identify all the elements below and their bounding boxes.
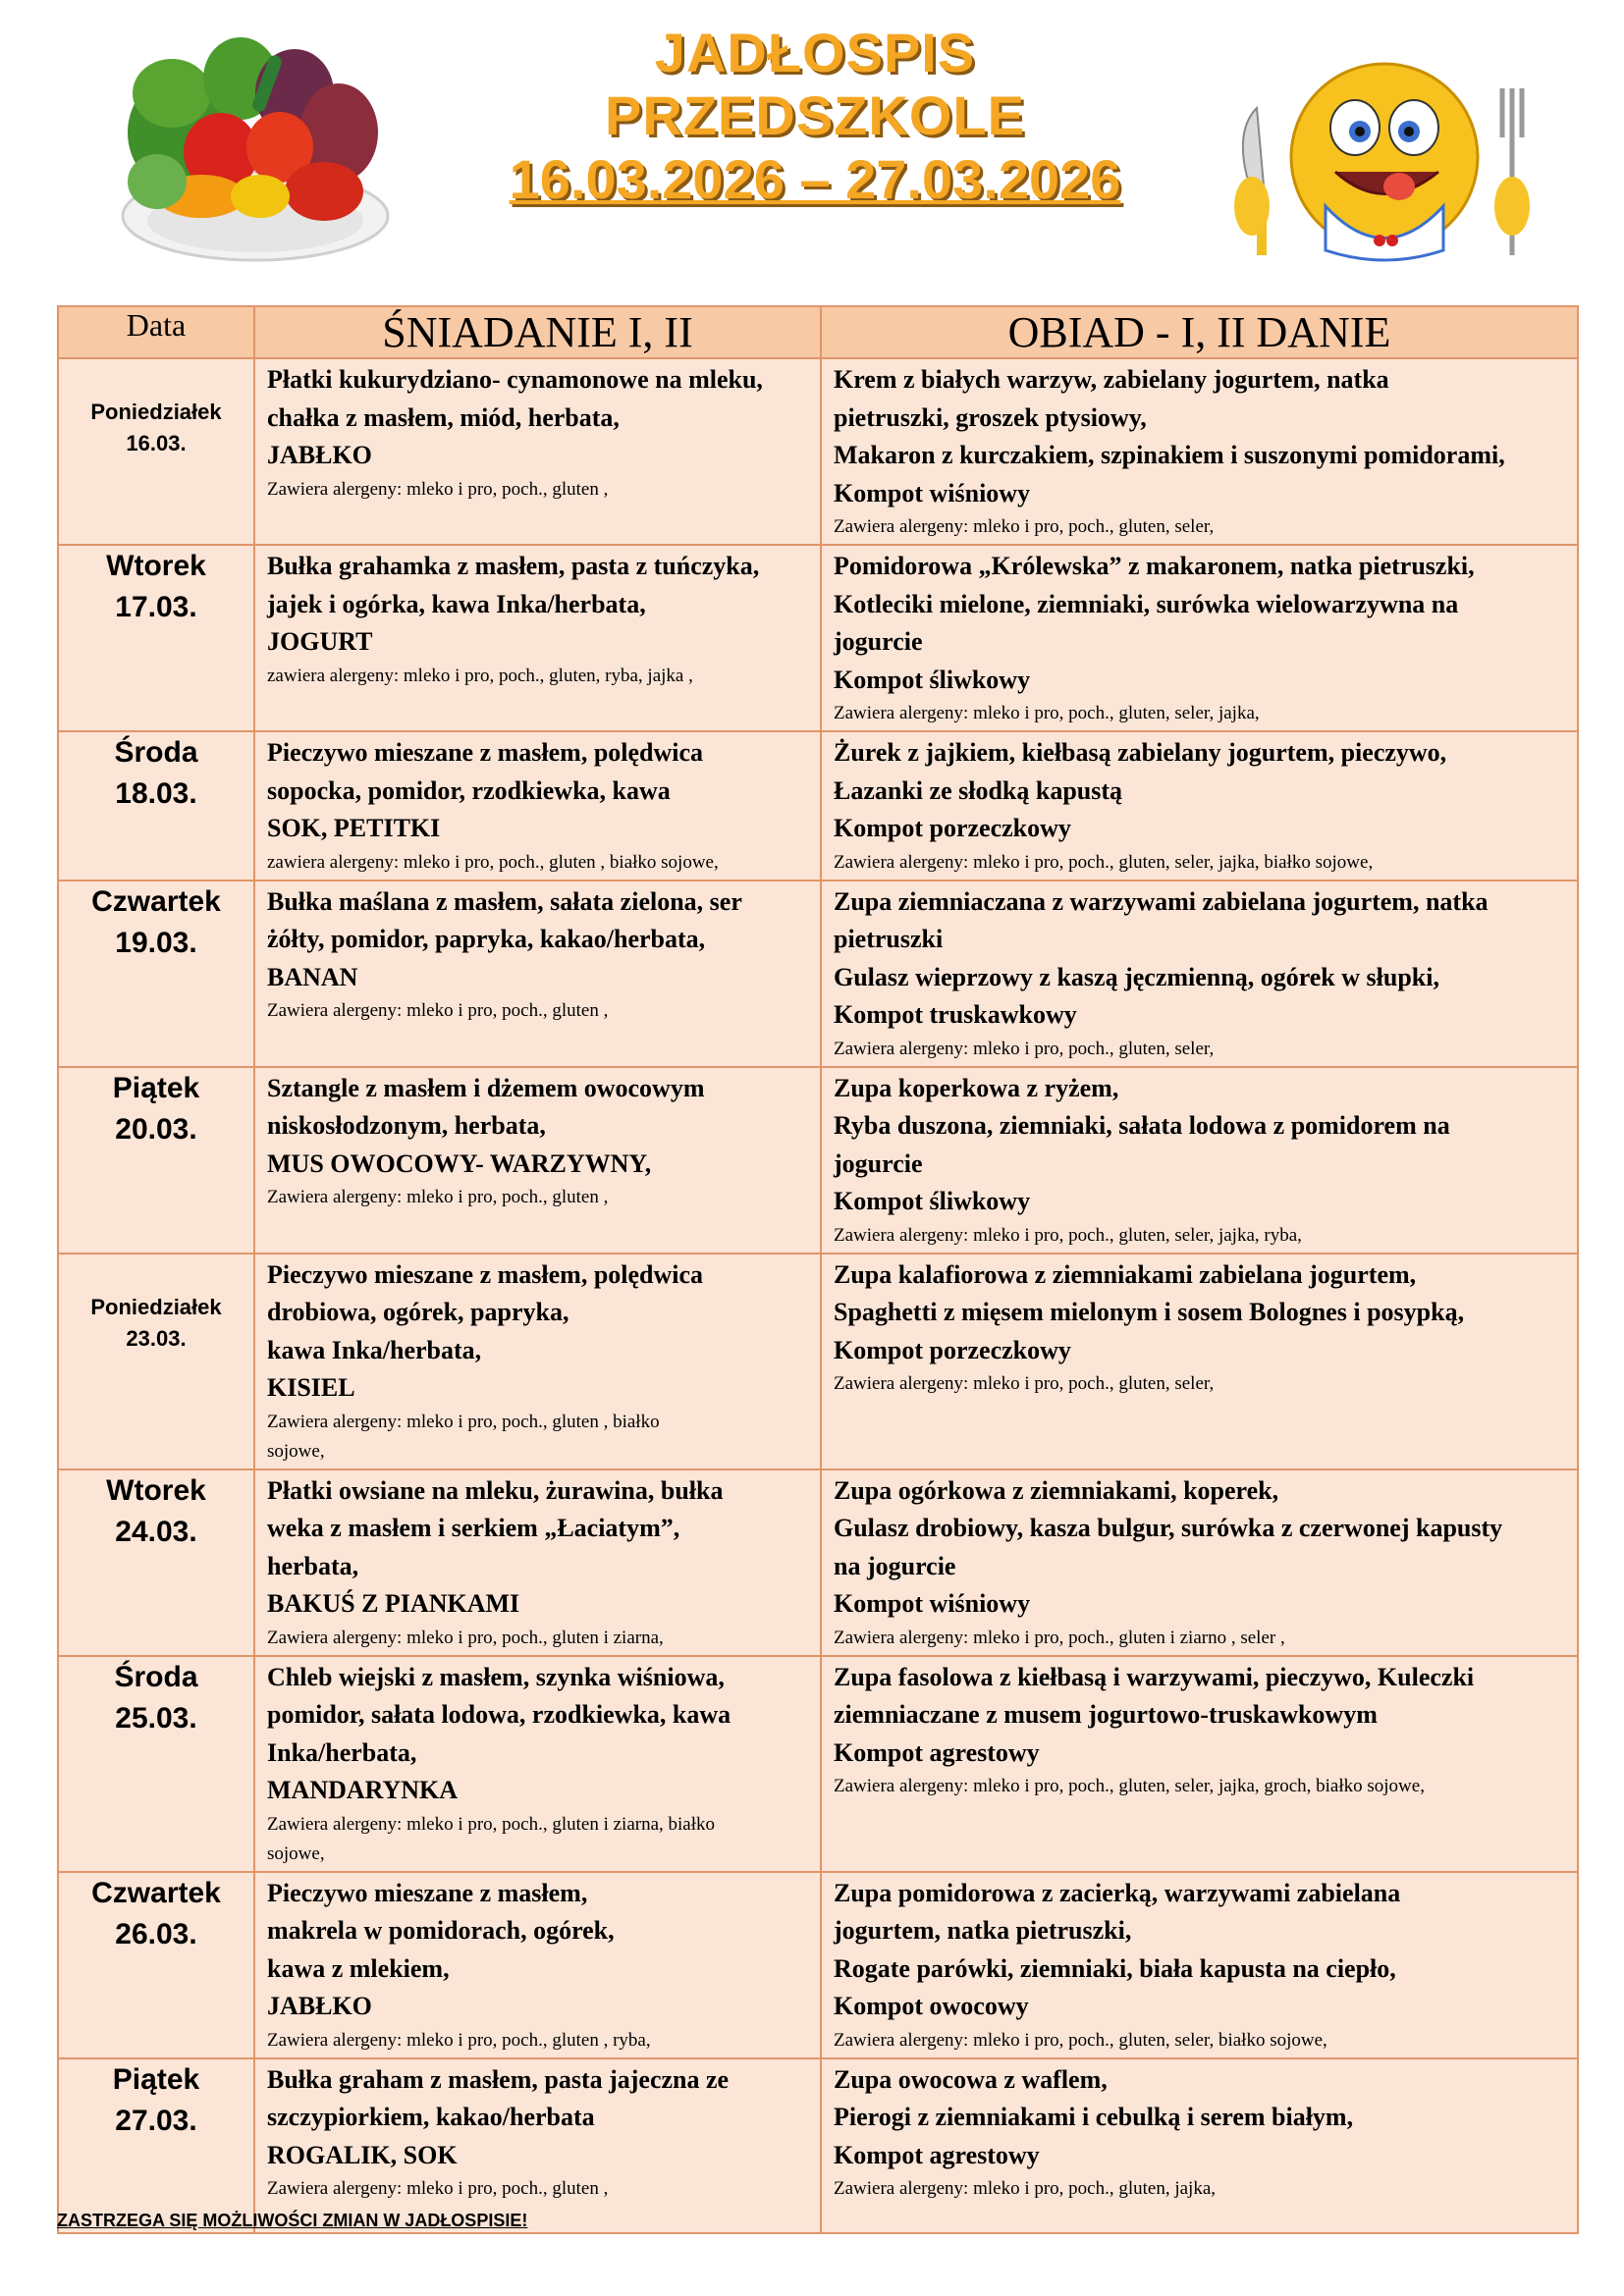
day-date: 23.03. — [126, 1325, 187, 1351]
dinner-cell — [821, 1067, 1578, 1254]
date-range: 16.03.2026 – 27.03.2026 — [509, 147, 1121, 210]
menu-item-line: Inka/herbata, — [267, 1737, 417, 1767]
menu-item-line: Kompot wiśniowy — [834, 478, 1031, 507]
menu-item-line: Pieczywo mieszane z masłem, polędwica — [267, 1259, 704, 1289]
menu-item-line: Kompot agrestowy — [834, 1737, 1040, 1767]
breakfast-cell — [254, 1469, 821, 1656]
allergens-note: sojowe, — [267, 1842, 325, 1864]
menu-item-line: Kompot porzeczkowy — [834, 814, 1071, 842]
day-date: 17.03. — [115, 591, 197, 623]
allergens-note: Zawiera alergeny: mleko i pro, poch., gluten, jajka, — [834, 2178, 1217, 2199]
day-name: Piątek — [112, 1071, 200, 1104]
allergens-note: Zawiera alergeny: mleko i pro, poch., gluten , — [267, 478, 609, 500]
day-date: 16.03. — [126, 431, 187, 455]
menu-item-line: chałka z masłem, miód, herbata, — [267, 402, 620, 432]
day-date: 27.03. — [115, 2104, 197, 2137]
day-cell — [58, 881, 254, 1067]
table-row — [58, 358, 1578, 545]
table-header-row — [58, 306, 1578, 358]
day-cell — [58, 731, 254, 881]
allergens-note: Zawiera alergeny: mleko i pro, poch., gluten, seler, — [834, 1038, 1215, 1059]
table-row — [58, 1254, 1578, 1469]
day-name: Poniedziałek — [90, 400, 222, 424]
menu-item-line: Zupa koperkowa z ryżem, — [834, 1073, 1119, 1102]
day-cell — [58, 2058, 254, 2233]
day-cell — [58, 1254, 254, 1469]
menu-table-body — [58, 358, 1578, 2233]
table-row — [58, 545, 1578, 731]
day-cell — [58, 1067, 254, 1254]
menu-item-line: Żurek z jajkiem, kiełbasą zabielany jogurtem, pieczywo, — [834, 738, 1447, 767]
menu-item-line: niskosłodzonym, herbata, — [267, 1111, 546, 1140]
menu-item-line: Ryba duszona, ziemniaki, sałata lodowa z pomidorem na — [834, 1111, 1450, 1140]
page-header — [0, 0, 1624, 294]
menu-item-line: Płatki owsiane na mleku, żurawina, bułka — [267, 1475, 724, 1505]
menu-item-line: BAKUŚ Z PIANKAMI — [267, 1589, 520, 1618]
menu-item-line: jogurtem, natka pietruszki, — [834, 1916, 1132, 1945]
dinner-cell — [821, 881, 1578, 1067]
allergens-note: Zawiera alergeny: mleko i pro, poch., gluten, seler, białko sojowe, — [834, 2029, 1327, 2051]
menu-item-line: Pieczywo mieszane z masłem, polędwica — [267, 738, 704, 767]
menu-item-line: SOK, PETITKI — [267, 814, 441, 842]
allergens-note: Zawiera alergeny: mleko i pro, poch., gluten , — [267, 1000, 609, 1021]
menu-item-line: Zupa fasolowa z kiełbasą i warzywami, pieczywo, Kuleczki — [834, 1662, 1475, 1691]
menu-table — [57, 305, 1579, 2234]
menu-item-line: kawa Inka/herbata, — [267, 1335, 482, 1364]
menu-item-line: Kompot agrestowy — [834, 2140, 1040, 2169]
day-name: Środa — [114, 1660, 198, 1693]
day-name: Czwartek — [91, 884, 221, 918]
menu-item-line: Zupa kalafiorowa z ziemniakami zabielana jogurtem, — [834, 1259, 1417, 1289]
allergens-note: Zawiera alergeny: mleko i pro, poch., gluten, seler, — [834, 516, 1215, 537]
day-date: 20.03. — [115, 1112, 197, 1146]
menu-item-line: herbata, — [267, 1551, 359, 1580]
breakfast-cell — [254, 545, 821, 731]
menu-item-line: Zupa owocowa z waflem, — [834, 2064, 1108, 2094]
menu-item-line: Kompot śliwkowy — [834, 665, 1031, 694]
day-name: Wtorek — [106, 550, 206, 582]
breakfast-cell — [254, 731, 821, 881]
menu-item-line: ROGALIK, SOK — [267, 2140, 458, 2169]
table-row — [58, 731, 1578, 881]
day-date: 18.03. — [115, 777, 197, 810]
allergens-note: Zawiera alergeny: mleko i pro, poch., gluten , — [267, 2178, 609, 2199]
menu-item-line: Kompot wiśniowy — [834, 1589, 1031, 1618]
day-cell — [58, 545, 254, 731]
table-row — [58, 1067, 1578, 1254]
smiley-chef-icon — [1218, 59, 1551, 270]
dinner-cell — [821, 358, 1578, 545]
menu-item-line: Rogate parówki, ziemniaki, biała kapusta na ciepło, — [834, 1953, 1396, 1983]
menu-item-line: Chleb wiejski z masłem, szynka wiśniowa, — [267, 1662, 725, 1691]
menu-item-line: Kompot owocowy — [834, 1992, 1029, 2020]
menu-item-line: Łazanki ze słodką kapustą — [834, 775, 1123, 805]
menu-item-line: Sztangle z masłem i dżemem owocowym — [267, 1073, 705, 1102]
menu-item-line: pietruszki, groszek ptysiowy, — [834, 402, 1147, 432]
breakfast-cell — [254, 881, 821, 1067]
breakfast-cell — [254, 358, 821, 545]
menu-item-line: jajek i ogórka, kawa Inka/herbata, — [267, 589, 646, 618]
table-row — [58, 1872, 1578, 2058]
menu-item-line: pomidor, sałata lodowa, rzodkiewka, kawa — [267, 1700, 731, 1729]
menu-item-line: JABŁKO — [267, 1992, 372, 2020]
menu-item-line: Kompot truskawkowy — [834, 1000, 1077, 1029]
menu-item-line: KISIEL — [267, 1373, 355, 1402]
table-row — [58, 2058, 1578, 2233]
dinner-cell — [821, 545, 1578, 731]
title-block — [373, 22, 1257, 211]
allergens-note: zawiera alergeny: mleko i pro, poch., gluten, ryba, jajka , — [267, 665, 693, 686]
allergens-note: sojowe, — [267, 1440, 325, 1462]
menu-item-line: ziemniaczane z musem jogurtowo-truskawkowym — [834, 1700, 1378, 1729]
menu-item-line: kawa z mlekiem, — [267, 1953, 450, 1983]
menu-item-line: Pierogi z ziemniakami i cebulką i serem białym, — [834, 2103, 1354, 2131]
breakfast-cell — [254, 1254, 821, 1469]
day-name: Poniedziałek — [90, 1294, 222, 1319]
menu-item-line: Zupa ziemniaczana z warzywami zabielana jogurtem, natka — [834, 886, 1489, 916]
allergens-note: Zawiera alergeny: mleko i pro, poch., gluten , białko — [267, 1411, 660, 1432]
vegetables-illustration — [113, 25, 398, 270]
menu-item-line: Gulasz wieprzowy z kaszą jęczmienną, ogórek w słupki, — [834, 962, 1439, 991]
dinner-cell — [821, 1254, 1578, 1469]
menu-item-line: Pieczywo mieszane z masłem, — [267, 1878, 588, 1907]
title-line-2: PRZEDSZKOLE — [605, 84, 1025, 147]
menu-item-line: JABŁKO — [267, 441, 372, 469]
dinner-cell — [821, 731, 1578, 881]
menu-item-line: drobiowa, ogórek, papryka, — [267, 1298, 569, 1326]
dinner-cell — [821, 1872, 1578, 2058]
menu-item-line: jogurcie — [834, 1148, 923, 1178]
menu-item-line: szczypiorkiem, kakao/herbata — [267, 2103, 595, 2131]
menu-item-line: Pomidorowa „Królewska” z makaronem, natka pietruszki, — [834, 552, 1475, 580]
allergens-note: Zawiera alergeny: mleko i pro, poch., gluten, seler, jajka, białko sojowe, — [834, 851, 1374, 873]
menu-item-line: jogurcie — [834, 627, 923, 656]
breakfast-cell — [254, 1872, 821, 2058]
menu-item-line: żółty, pomidor, papryka, kakao/herbata, — [267, 925, 706, 953]
breakfast-cell — [254, 2058, 821, 2233]
day-date: 24.03. — [115, 1515, 197, 1548]
day-name: Środa — [114, 736, 198, 769]
column-header-date: Data — [58, 306, 254, 358]
table-row — [58, 1469, 1578, 1656]
allergens-note: Zawiera alergeny: mleko i pro, poch., gluten, seler, jajka, ryba, — [834, 1224, 1302, 1246]
day-cell — [58, 1656, 254, 1872]
menu-item-line: Zupa pomidorowa z zacierką, warzywami zabielana — [834, 1878, 1401, 1907]
menu-item-line: weka z masłem i serkiem „Łaciatym”, — [267, 1514, 680, 1542]
menu-item-line: Kompot porzeczkowy — [834, 1335, 1071, 1364]
breakfast-cell — [254, 1067, 821, 1254]
menu-item-line: makrela w pomidorach, ogórek, — [267, 1916, 615, 1945]
menu-item-line: pietruszki — [834, 925, 944, 953]
dinner-cell — [821, 1656, 1578, 1872]
menu-item-line: Gulasz drobiowy, kasza bulgur, surówka z czerwonej kapusty — [834, 1514, 1503, 1542]
menu-item-line: MANDARYNKA — [267, 1776, 459, 1804]
allergens-note: Zawiera alergeny: mleko i pro, poch., gluten , ryba, — [267, 2029, 651, 2051]
menu-item-line: Kotleciki mielone, ziemniaki, surówka wielowarzywna na — [834, 589, 1459, 618]
menu-item-line: Kompot śliwkowy — [834, 1187, 1031, 1215]
day-name: Piątek — [112, 2062, 200, 2096]
day-cell — [58, 1872, 254, 2058]
disclaimer-note: ZASTRZEGA SIĘ MOŻLIWOŚCI ZMIAN W JADŁOSPISIE! — [57, 2211, 528, 2230]
allergens-note: Zawiera alergeny: mleko i pro, poch., gluten i ziarno , seler , — [834, 1627, 1285, 1648]
day-cell — [58, 358, 254, 545]
allergens-note: Zawiera alergeny: mleko i pro, poch., gluten, seler, — [834, 1373, 1215, 1394]
menu-item-line: Makaron z kurczakiem, szpinakiem i suszonymi pomidorami, — [834, 441, 1505, 469]
column-header-dinner: OBIAD - I, II DANIE — [821, 306, 1578, 358]
allergens-note: Zawiera alergeny: mleko i pro, poch., gluten, seler, jajka, — [834, 703, 1260, 723]
day-name: Czwartek — [91, 1876, 221, 1909]
table-row — [58, 1656, 1578, 1872]
menu-item-line: Zupa ogórkowa z ziemniakami, koperek, — [834, 1475, 1279, 1505]
day-date: 25.03. — [115, 1701, 197, 1735]
title-line-1: JADŁOSPIS — [654, 22, 976, 83]
allergens-note: Zawiera alergeny: mleko i pro, poch., gluten i ziarna, białko — [267, 1813, 716, 1835]
menu-item-line: sopocka, pomidor, rzodkiewka, kawa — [267, 775, 671, 805]
table-row — [58, 881, 1578, 1067]
day-name: Wtorek — [106, 1473, 206, 1507]
allergens-note: Zawiera alergeny: mleko i pro, poch., gluten , — [267, 1187, 609, 1207]
dinner-cell — [821, 2058, 1578, 2233]
day-date: 19.03. — [115, 926, 197, 959]
allergens-note: Zawiera alergeny: mleko i pro, poch., gluten i ziarna, — [267, 1627, 664, 1648]
menu-item-line: Krem z białych warzyw, zabielany jogurtem, natka — [834, 365, 1389, 394]
allergens-note: Zawiera alergeny: mleko i pro, poch., gluten, seler, jajka, groch, białko sojowe, — [834, 1776, 1425, 1796]
menu-item-line: MUS OWOCOWY- WARZYWNY, — [267, 1148, 652, 1178]
allergens-note: zawiera alergeny: mleko i pro, poch., gluten , białko sojowe, — [267, 851, 719, 873]
menu-item-line: Płatki kukurydziano- cynamonowe na mleku, — [267, 365, 763, 394]
menu-item-line: JOGURT — [267, 627, 373, 656]
menu-item-line: Spaghetti z mięsem mielonym i sosem Bolognes i posypką, — [834, 1298, 1465, 1326]
menu-item-line: na jogurcie — [834, 1551, 956, 1580]
column-header-breakfast: ŚNIADANIE I, II — [254, 306, 821, 358]
menu-item-line: Bułka maślana z masłem, sałata zielona, ser — [267, 886, 742, 916]
day-date: 26.03. — [115, 1917, 197, 1950]
menu-item-line: Bułka grahamka z masłem, pasta z tuńczyka, — [267, 552, 760, 580]
menu-item-line: BANAN — [267, 962, 358, 991]
dinner-cell — [821, 1469, 1578, 1656]
day-cell — [58, 1469, 254, 1656]
breakfast-cell — [254, 1656, 821, 1872]
menu-item-line: Bułka graham z masłem, pasta jajeczna ze — [267, 2064, 730, 2094]
